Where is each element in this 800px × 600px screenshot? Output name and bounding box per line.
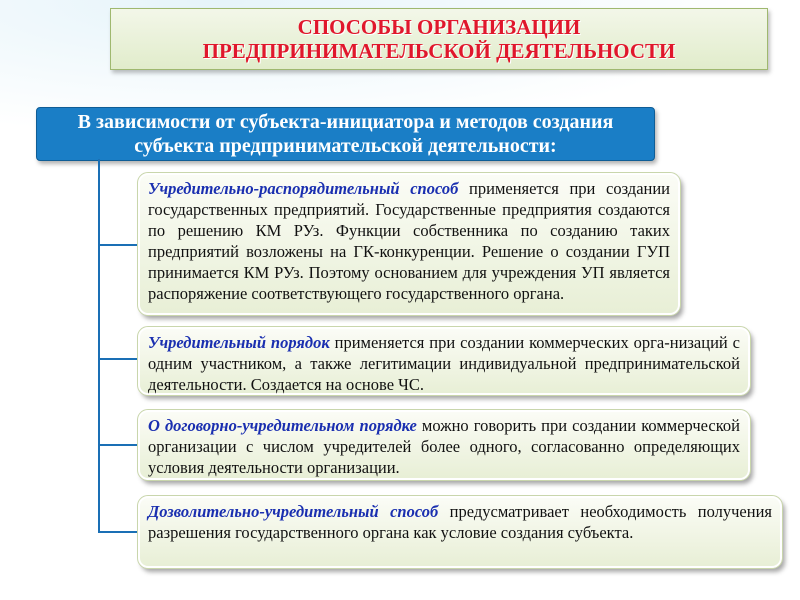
method-description: можно говорить при создании коммерческой организации с числом учредителей более одного, согласованно определяющих условия деятельности организации. — [148, 416, 740, 477]
method-name: О договорно-учредительном порядке — [148, 416, 417, 435]
method-name: Дозволительно-учредительный способ — [148, 502, 439, 521]
method-description: применяется при создании коммерческих орга-низаций с одним участником, а также легитимации индивидуальной предпринимательской деятельности. Создается на основе ЧС. — [148, 333, 740, 394]
method-card-3 — [138, 410, 750, 480]
connector-branch-1 — [98, 244, 138, 246]
connector-branch-3 — [98, 444, 138, 446]
method-card-1 — [138, 173, 680, 315]
header-line-2: субъекта предпринимательской деятельности: — [134, 135, 557, 157]
page-title-line-1: СПОСОБЫ ОРГАНИЗАЦИИ — [297, 15, 581, 39]
method-card-4 — [138, 496, 782, 568]
connector-branch-4 — [98, 531, 138, 533]
method-name: Учредительный порядок — [148, 333, 330, 352]
page-title-line-2: ПРЕДПРИНИМАТЕЛЬСКОЙ ДЕЯТЕЛЬНОСТИ — [202, 39, 676, 63]
title-banner — [110, 8, 768, 70]
connector-trunk — [98, 159, 100, 533]
method-name: Учредительно-распорядительный способ — [148, 179, 459, 198]
method-description: предусматривает необходимость получения разрешения государственного органа как условие создания субъекта. — [148, 502, 772, 542]
method-card-2 — [138, 327, 750, 395]
header-line-1: В зависимости от субъекта-инициатора и методов создания — [77, 111, 614, 133]
connector-branch-2 — [98, 358, 138, 360]
classification-header — [36, 107, 655, 161]
method-description: применяется при создании государственных предприятий. Государственные предприятия создаются по решению КМ РУз. Функции собственника по созданию таких предприятий возложены на ГК-конкуренции. Решение о создании ГУП принимается КМ РУз. Поэтому основанием для учреждения УП является распоряжение соответствующего государственного органа. — [148, 179, 671, 303]
